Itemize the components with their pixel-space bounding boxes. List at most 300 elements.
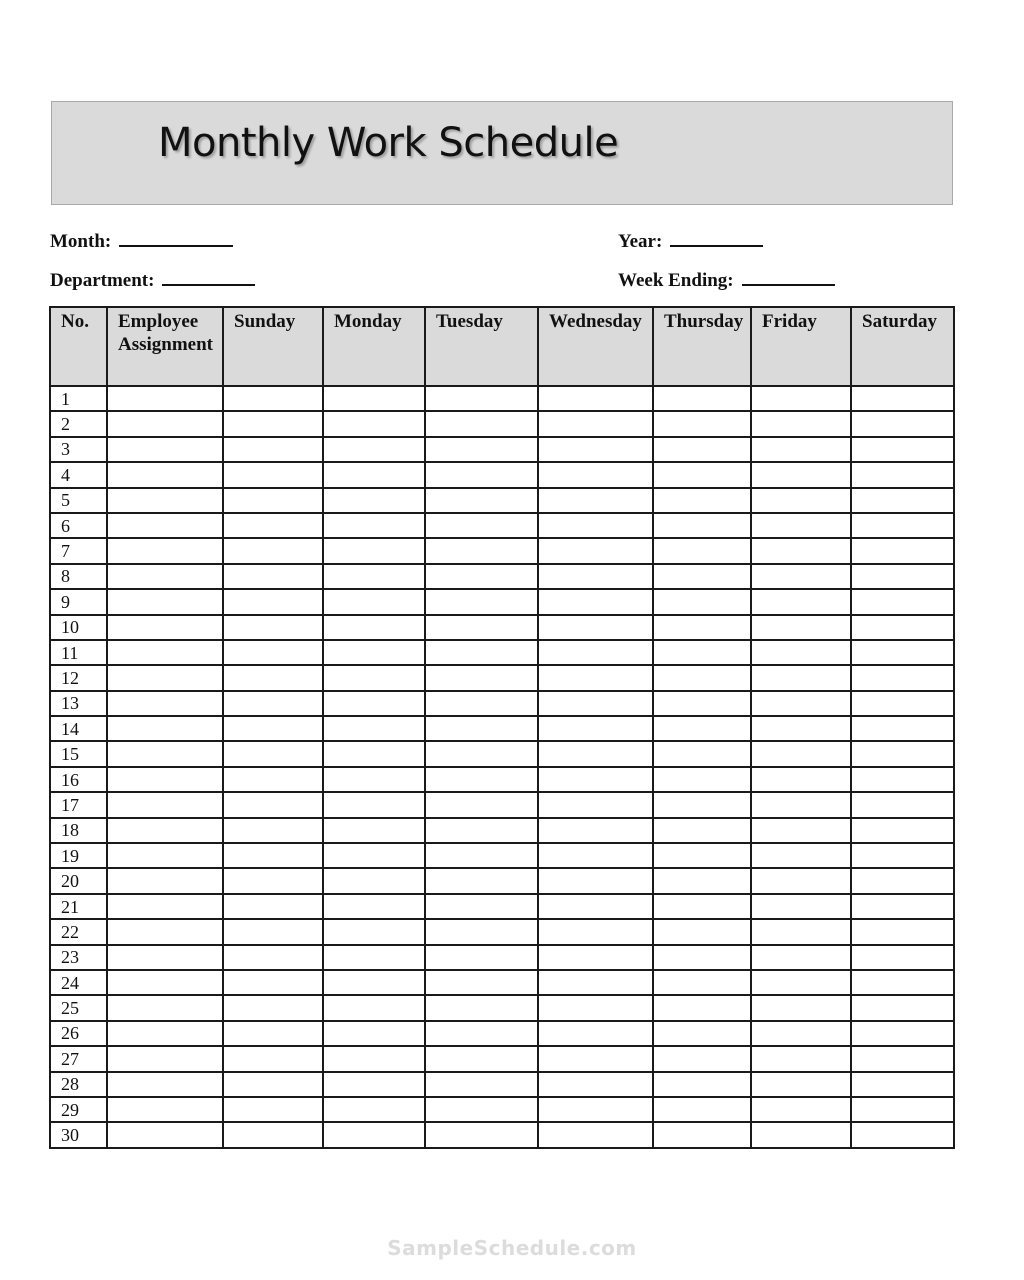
cell-friday[interactable] [751, 868, 851, 893]
cell-wednesday[interactable] [538, 868, 653, 893]
cell-sunday[interactable] [223, 818, 323, 843]
cell-wednesday[interactable] [538, 1072, 653, 1097]
table-row [50, 741, 954, 766]
cell-sunday[interactable] [223, 792, 323, 817]
cell-sunday[interactable] [223, 1122, 323, 1147]
cell-friday[interactable] [751, 615, 851, 640]
cell-thursday[interactable] [653, 691, 751, 716]
cell-thursday[interactable] [653, 538, 751, 563]
department-label: Department: [50, 270, 155, 291]
cell-wednesday[interactable] [538, 640, 653, 665]
cell-wednesday[interactable] [538, 488, 653, 513]
cell-employee-assignment[interactable] [107, 1046, 223, 1071]
cell-tuesday[interactable] [425, 716, 538, 741]
cell-thursday[interactable] [653, 970, 751, 995]
cell-thursday[interactable] [653, 741, 751, 766]
cell-monday[interactable] [323, 615, 425, 640]
cell-thursday[interactable] [653, 1122, 751, 1147]
cell-sunday[interactable] [223, 589, 323, 614]
cell-friday[interactable] [751, 488, 851, 513]
cell-employee-assignment[interactable] [107, 589, 223, 614]
cell-monday[interactable] [323, 1097, 425, 1122]
cell-sunday[interactable] [223, 615, 323, 640]
row-number: 1 [50, 386, 107, 411]
cell-employee-assignment[interactable] [107, 970, 223, 995]
cell-monday[interactable] [323, 843, 425, 868]
cell-monday[interactable] [323, 818, 425, 843]
table-row [50, 691, 954, 716]
cell-employee-assignment[interactable] [107, 767, 223, 792]
cell-employee-assignment[interactable] [107, 843, 223, 868]
cell-thursday[interactable] [653, 1021, 751, 1046]
table-row [50, 945, 954, 970]
cell-wednesday[interactable] [538, 1046, 653, 1071]
cell-employee-assignment[interactable] [107, 564, 223, 589]
cell-saturday[interactable] [851, 818, 954, 843]
row-number: 9 [50, 589, 107, 614]
cell-thursday[interactable] [653, 716, 751, 741]
cell-friday[interactable] [751, 970, 851, 995]
cell-tuesday[interactable] [425, 1072, 538, 1097]
cell-saturday[interactable] [851, 462, 954, 487]
cell-saturday[interactable] [851, 538, 954, 563]
cell-tuesday[interactable] [425, 970, 538, 995]
cell-thursday[interactable] [653, 1072, 751, 1097]
cell-tuesday[interactable] [425, 615, 538, 640]
cell-thursday[interactable] [653, 995, 751, 1020]
cell-employee-assignment[interactable] [107, 691, 223, 716]
cell-sunday[interactable] [223, 564, 323, 589]
cell-thursday[interactable] [653, 665, 751, 690]
cell-wednesday[interactable] [538, 792, 653, 817]
cell-sunday[interactable] [223, 995, 323, 1020]
cell-employee-assignment[interactable] [107, 665, 223, 690]
table-row [50, 818, 954, 843]
cell-tuesday[interactable] [425, 1122, 538, 1147]
cell-wednesday[interactable] [538, 919, 653, 944]
cell-friday[interactable] [751, 1122, 851, 1147]
cell-employee-assignment[interactable] [107, 818, 223, 843]
month-label: Month: [50, 231, 112, 252]
week-ending-label: Week Ending: [618, 270, 734, 291]
row-number: 4 [50, 462, 107, 487]
row-number: 26 [50, 1021, 107, 1046]
cell-monday[interactable] [323, 589, 425, 614]
cell-wednesday[interactable] [538, 513, 653, 538]
cell-sunday[interactable] [223, 919, 323, 944]
cell-tuesday[interactable] [425, 1021, 538, 1046]
year-label: Year: [618, 231, 663, 252]
cell-tuesday[interactable] [425, 919, 538, 944]
cell-monday[interactable] [323, 716, 425, 741]
cell-employee-assignment[interactable] [107, 919, 223, 944]
cell-saturday[interactable] [851, 615, 954, 640]
watermark: SampleSchedule.com [387, 1236, 637, 1260]
column-header-no: No. [50, 307, 107, 386]
cell-tuesday[interactable] [425, 488, 538, 513]
cell-employee-assignment[interactable] [107, 894, 223, 919]
cell-employee-assignment[interactable] [107, 615, 223, 640]
cell-wednesday[interactable] [538, 818, 653, 843]
row-number: 12 [50, 665, 107, 690]
cell-wednesday[interactable] [538, 538, 653, 563]
cell-monday[interactable] [323, 970, 425, 995]
cell-thursday[interactable] [653, 589, 751, 614]
cell-saturday[interactable] [851, 564, 954, 589]
cell-saturday[interactable] [851, 1122, 954, 1147]
cell-wednesday[interactable] [538, 615, 653, 640]
cell-wednesday[interactable] [538, 970, 653, 995]
table-row [50, 843, 954, 868]
row-number: 18 [50, 818, 107, 843]
cell-employee-assignment[interactable] [107, 945, 223, 970]
row-number: 21 [50, 894, 107, 919]
cell-wednesday[interactable] [538, 1122, 653, 1147]
table-row [50, 894, 954, 919]
cell-sunday[interactable] [223, 945, 323, 970]
cell-employee-assignment[interactable] [107, 386, 223, 411]
row-number: 3 [50, 437, 107, 462]
cell-thursday[interactable] [653, 640, 751, 665]
cell-employee-assignment[interactable] [107, 538, 223, 563]
cell-monday[interactable] [323, 564, 425, 589]
cell-employee-assignment[interactable] [107, 513, 223, 538]
cell-wednesday[interactable] [538, 1097, 653, 1122]
week-ending-blank[interactable] [742, 269, 835, 286]
cell-friday[interactable] [751, 945, 851, 970]
cell-sunday[interactable] [223, 894, 323, 919]
row-number: 20 [50, 868, 107, 893]
cell-wednesday[interactable] [538, 386, 653, 411]
row-number: 28 [50, 1072, 107, 1097]
cell-friday[interactable] [751, 792, 851, 817]
cell-friday[interactable] [751, 411, 851, 436]
cell-friday[interactable] [751, 919, 851, 944]
cell-friday[interactable] [751, 1097, 851, 1122]
cell-friday[interactable] [751, 767, 851, 792]
cell-tuesday[interactable] [425, 538, 538, 563]
cell-employee-assignment[interactable] [107, 716, 223, 741]
cell-monday[interactable] [323, 1021, 425, 1046]
cell-monday[interactable] [323, 868, 425, 893]
month-blank[interactable] [119, 230, 233, 247]
cell-monday[interactable] [323, 1122, 425, 1147]
cell-monday[interactable] [323, 488, 425, 513]
row-number: 22 [50, 919, 107, 944]
row-number: 30 [50, 1122, 107, 1147]
cell-sunday[interactable] [223, 691, 323, 716]
cell-saturday[interactable] [851, 945, 954, 970]
cell-sunday[interactable] [223, 716, 323, 741]
cell-wednesday[interactable] [538, 995, 653, 1020]
cell-sunday[interactable] [223, 665, 323, 690]
cell-sunday[interactable] [223, 386, 323, 411]
cell-tuesday[interactable] [425, 741, 538, 766]
cell-saturday[interactable] [851, 1072, 954, 1097]
row-number: 24 [50, 970, 107, 995]
department-blank[interactable] [162, 269, 255, 286]
cell-saturday[interactable] [851, 843, 954, 868]
row-number: 14 [50, 716, 107, 741]
cell-saturday[interactable] [851, 792, 954, 817]
cell-thursday[interactable] [653, 1097, 751, 1122]
cell-friday[interactable] [751, 818, 851, 843]
week-ending-field [618, 269, 835, 292]
cell-employee-assignment[interactable] [107, 792, 223, 817]
cell-sunday[interactable] [223, 538, 323, 563]
row-number: 8 [50, 564, 107, 589]
cell-thursday[interactable] [653, 615, 751, 640]
table-row [50, 767, 954, 792]
cell-sunday[interactable] [223, 513, 323, 538]
cell-thursday[interactable] [653, 894, 751, 919]
cell-saturday[interactable] [851, 411, 954, 436]
cell-saturday[interactable] [851, 488, 954, 513]
cell-employee-assignment[interactable] [107, 488, 223, 513]
cell-sunday[interactable] [223, 741, 323, 766]
schedule-body [50, 386, 954, 1148]
table-row [50, 589, 954, 614]
cell-thursday[interactable] [653, 462, 751, 487]
cell-tuesday[interactable] [425, 691, 538, 716]
cell-monday[interactable] [323, 995, 425, 1020]
cell-employee-assignment[interactable] [107, 1122, 223, 1147]
cell-thursday[interactable] [653, 1046, 751, 1071]
cell-monday[interactable] [323, 411, 425, 436]
column-header-sunday: Sunday [223, 307, 323, 386]
cell-tuesday[interactable] [425, 995, 538, 1020]
table-row [50, 919, 954, 944]
cell-friday[interactable] [751, 691, 851, 716]
cell-saturday[interactable] [851, 970, 954, 995]
cell-tuesday[interactable] [425, 640, 538, 665]
cell-tuesday[interactable] [425, 894, 538, 919]
cell-sunday[interactable] [223, 437, 323, 462]
cell-wednesday[interactable] [538, 411, 653, 436]
cell-sunday[interactable] [223, 640, 323, 665]
cell-wednesday[interactable] [538, 462, 653, 487]
table-row [50, 1097, 954, 1122]
cell-wednesday[interactable] [538, 767, 653, 792]
cell-saturday[interactable] [851, 716, 954, 741]
cell-saturday[interactable] [851, 665, 954, 690]
cell-monday[interactable] [323, 792, 425, 817]
cell-monday[interactable] [323, 919, 425, 944]
cell-tuesday[interactable] [425, 665, 538, 690]
cell-monday[interactable] [323, 1072, 425, 1097]
cell-saturday[interactable] [851, 995, 954, 1020]
cell-friday[interactable] [751, 843, 851, 868]
cell-monday[interactable] [323, 741, 425, 766]
row-number: 19 [50, 843, 107, 868]
cell-wednesday[interactable] [538, 1021, 653, 1046]
cell-wednesday[interactable] [538, 843, 653, 868]
cell-monday[interactable] [323, 462, 425, 487]
cell-sunday[interactable] [223, 411, 323, 436]
cell-friday[interactable] [751, 513, 851, 538]
cell-tuesday[interactable] [425, 945, 538, 970]
cell-sunday[interactable] [223, 1097, 323, 1122]
cell-thursday[interactable] [653, 945, 751, 970]
cell-saturday[interactable] [851, 741, 954, 766]
cell-tuesday[interactable] [425, 564, 538, 589]
cell-tuesday[interactable] [425, 513, 538, 538]
cell-friday[interactable] [751, 1072, 851, 1097]
cell-tuesday[interactable] [425, 386, 538, 411]
column-header-monday: Monday [323, 307, 425, 386]
cell-monday[interactable] [323, 513, 425, 538]
cell-sunday[interactable] [223, 1072, 323, 1097]
cell-thursday[interactable] [653, 564, 751, 589]
cell-sunday[interactable] [223, 843, 323, 868]
cell-employee-assignment[interactable] [107, 437, 223, 462]
cell-employee-assignment[interactable] [107, 741, 223, 766]
cell-friday[interactable] [751, 564, 851, 589]
page-title: Monthly Work Schedule [158, 120, 619, 166]
cell-wednesday[interactable] [538, 716, 653, 741]
cell-wednesday[interactable] [538, 741, 653, 766]
cell-friday[interactable] [751, 995, 851, 1020]
cell-saturday[interactable] [851, 513, 954, 538]
cell-employee-assignment[interactable] [107, 1021, 223, 1046]
cell-friday[interactable] [751, 589, 851, 614]
cell-thursday[interactable] [653, 437, 751, 462]
cell-tuesday[interactable] [425, 868, 538, 893]
cell-sunday[interactable] [223, 868, 323, 893]
table-row [50, 538, 954, 563]
cell-saturday[interactable] [851, 386, 954, 411]
cell-monday[interactable] [323, 640, 425, 665]
header-row [50, 307, 954, 386]
cell-wednesday[interactable] [538, 589, 653, 614]
cell-thursday[interactable] [653, 818, 751, 843]
table-row [50, 970, 954, 995]
cell-monday[interactable] [323, 1046, 425, 1071]
cell-sunday[interactable] [223, 488, 323, 513]
cell-tuesday[interactable] [425, 843, 538, 868]
cell-employee-assignment[interactable] [107, 868, 223, 893]
cell-thursday[interactable] [653, 792, 751, 817]
cell-tuesday[interactable] [425, 767, 538, 792]
cell-thursday[interactable] [653, 411, 751, 436]
cell-saturday[interactable] [851, 691, 954, 716]
cell-saturday[interactable] [851, 767, 954, 792]
cell-saturday[interactable] [851, 589, 954, 614]
cell-wednesday[interactable] [538, 691, 653, 716]
cell-monday[interactable] [323, 894, 425, 919]
year-blank[interactable] [670, 230, 763, 247]
row-number: 2 [50, 411, 107, 436]
row-number: 6 [50, 513, 107, 538]
cell-saturday[interactable] [851, 894, 954, 919]
cell-friday[interactable] [751, 894, 851, 919]
cell-tuesday[interactable] [425, 589, 538, 614]
column-header-saturday: Saturday [851, 307, 954, 386]
cell-wednesday[interactable] [538, 894, 653, 919]
cell-tuesday[interactable] [425, 792, 538, 817]
cell-monday[interactable] [323, 945, 425, 970]
cell-saturday[interactable] [851, 437, 954, 462]
cell-saturday[interactable] [851, 640, 954, 665]
row-number: 27 [50, 1046, 107, 1071]
cell-monday[interactable] [323, 691, 425, 716]
cell-thursday[interactable] [653, 868, 751, 893]
table-row [50, 386, 954, 411]
cell-saturday[interactable] [851, 1097, 954, 1122]
cell-thursday[interactable] [653, 767, 751, 792]
cell-wednesday[interactable] [538, 945, 653, 970]
cell-employee-assignment[interactable] [107, 1072, 223, 1097]
cell-wednesday[interactable] [538, 665, 653, 690]
cell-tuesday[interactable] [425, 1097, 538, 1122]
table-row [50, 615, 954, 640]
cell-monday[interactable] [323, 665, 425, 690]
cell-thursday[interactable] [653, 488, 751, 513]
cell-monday[interactable] [323, 767, 425, 792]
cell-sunday[interactable] [223, 1021, 323, 1046]
cell-sunday[interactable] [223, 1046, 323, 1071]
column-header-friday: Friday [751, 307, 851, 386]
column-header-employee-assignment: Employee Assignment [107, 307, 223, 386]
cell-monday[interactable] [323, 386, 425, 411]
cell-employee-assignment[interactable] [107, 462, 223, 487]
table-row [50, 665, 954, 690]
cell-employee-assignment[interactable] [107, 995, 223, 1020]
cell-saturday[interactable] [851, 868, 954, 893]
cell-friday[interactable] [751, 1021, 851, 1046]
cell-tuesday[interactable] [425, 1046, 538, 1071]
cell-employee-assignment[interactable] [107, 1097, 223, 1122]
table-row [50, 640, 954, 665]
cell-sunday[interactable] [223, 970, 323, 995]
cell-saturday[interactable] [851, 1046, 954, 1071]
cell-friday[interactable] [751, 462, 851, 487]
cell-employee-assignment[interactable] [107, 411, 223, 436]
cell-thursday[interactable] [653, 513, 751, 538]
cell-friday[interactable] [751, 640, 851, 665]
cell-sunday[interactable] [223, 462, 323, 487]
cell-friday[interactable] [751, 716, 851, 741]
cell-sunday[interactable] [223, 767, 323, 792]
schedule-table [49, 306, 955, 1149]
cell-tuesday[interactable] [425, 411, 538, 436]
cell-monday[interactable] [323, 538, 425, 563]
cell-thursday[interactable] [653, 386, 751, 411]
table-row [50, 513, 954, 538]
cell-tuesday[interactable] [425, 462, 538, 487]
title-banner [51, 101, 953, 205]
cell-saturday[interactable] [851, 1021, 954, 1046]
table-row [50, 868, 954, 893]
cell-friday[interactable] [751, 741, 851, 766]
cell-employee-assignment[interactable] [107, 640, 223, 665]
cell-saturday[interactable] [851, 919, 954, 944]
cell-wednesday[interactable] [538, 437, 653, 462]
cell-monday[interactable] [323, 437, 425, 462]
cell-friday[interactable] [751, 665, 851, 690]
cell-tuesday[interactable] [425, 818, 538, 843]
cell-tuesday[interactable] [425, 437, 538, 462]
cell-thursday[interactable] [653, 919, 751, 944]
row-number: 17 [50, 792, 107, 817]
cell-friday[interactable] [751, 1046, 851, 1071]
cell-friday[interactable] [751, 538, 851, 563]
cell-friday[interactable] [751, 437, 851, 462]
cell-friday[interactable] [751, 386, 851, 411]
row-number: 15 [50, 741, 107, 766]
cell-thursday[interactable] [653, 843, 751, 868]
cell-wednesday[interactable] [538, 564, 653, 589]
